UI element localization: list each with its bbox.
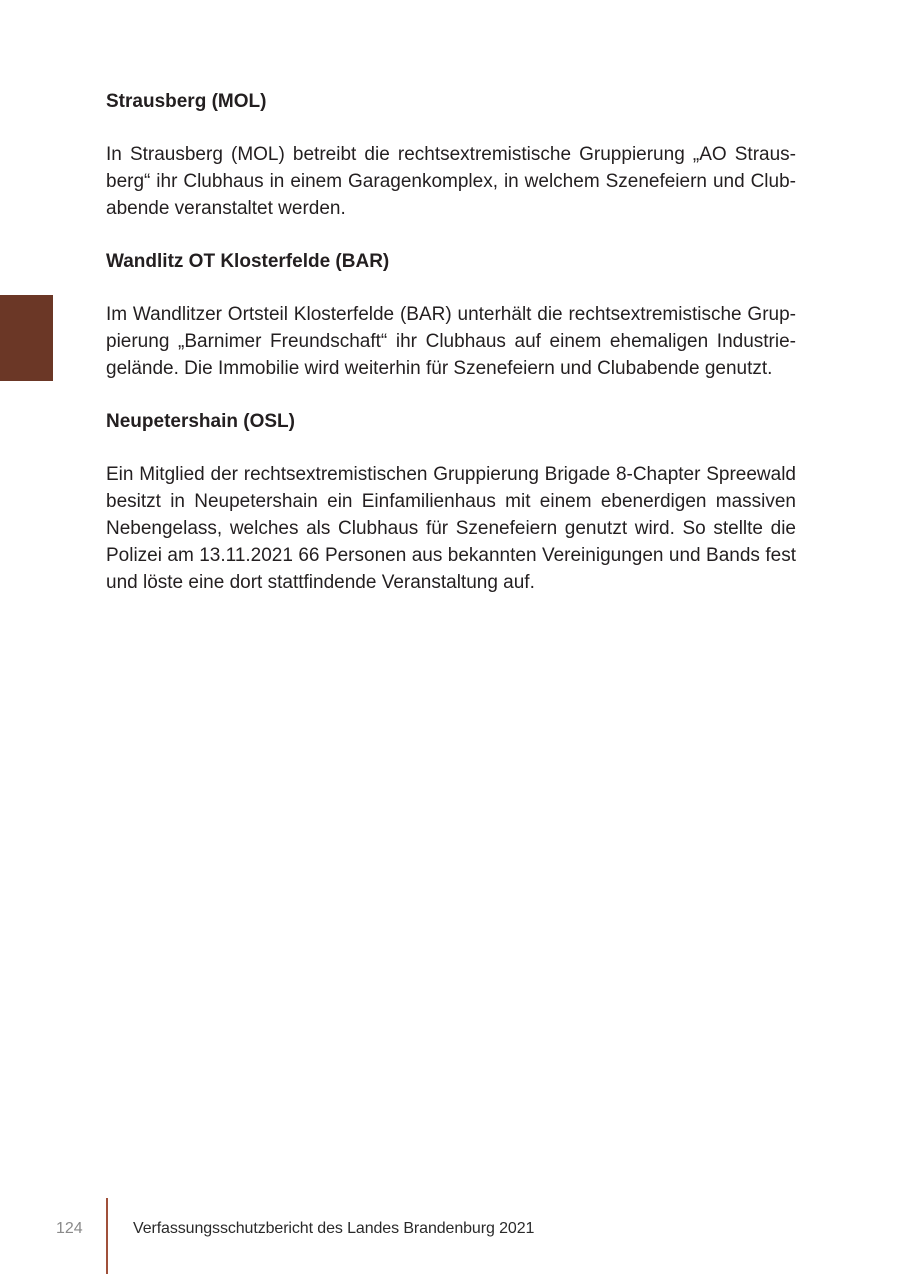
publication-title: Verfassungsschutzbericht des Landes Brandenburg 2021 (133, 1220, 535, 1237)
section-heading: Strausberg (MOL) (106, 91, 267, 112)
section-strausberg (106, 88, 796, 222)
main-content (106, 88, 796, 622)
section-paragraph: Im Wandlitzer Ortsteil Klosterfelde (BAR) unterhält die rechtsextremistische Gruppierung „Barnimer Freundschaft“ ihr Clubhaus auf einem ehemaligen Industriegelände. Die Immobilie wird weiterhin für Szenefeiern und Clubabende genutzt. (106, 304, 796, 379)
section-heading: Neupetershain (OSL) (106, 411, 295, 432)
footer-divider (106, 1198, 108, 1274)
section-neupetershain (106, 408, 796, 596)
section-wandlitz (106, 248, 796, 382)
page-number: 124 (56, 1220, 83, 1237)
chapter-marker (0, 295, 53, 381)
section-paragraph: In Strausberg (MOL) betreibt die rechtsextremistische Gruppierung „AO Strausberg“ ihr Clubhaus in einem Garagenkomplex, in welchem Szenefeiern und Clubabende veranstaltet werden. (106, 144, 796, 219)
section-heading: Wandlitz OT Klosterfelde (BAR) (106, 251, 390, 272)
page-footer (0, 1198, 900, 1274)
section-paragraph: Ein Mitglied der rechtsextremistischen Gruppierung Brigade 8-Chapter Spreewald besitzt in Neupetershain ein Einfamilienhaus mit einem ebenerdigen massiven Nebengelass, welches als Clubhaus für Szenefeiern genutzt wird. So stellte die Polizei am 13.11.2021 66 Personen aus bekannten Vereinigungen und Bands fest und löste eine dort stattfindende Veranstaltung auf. (106, 464, 796, 593)
